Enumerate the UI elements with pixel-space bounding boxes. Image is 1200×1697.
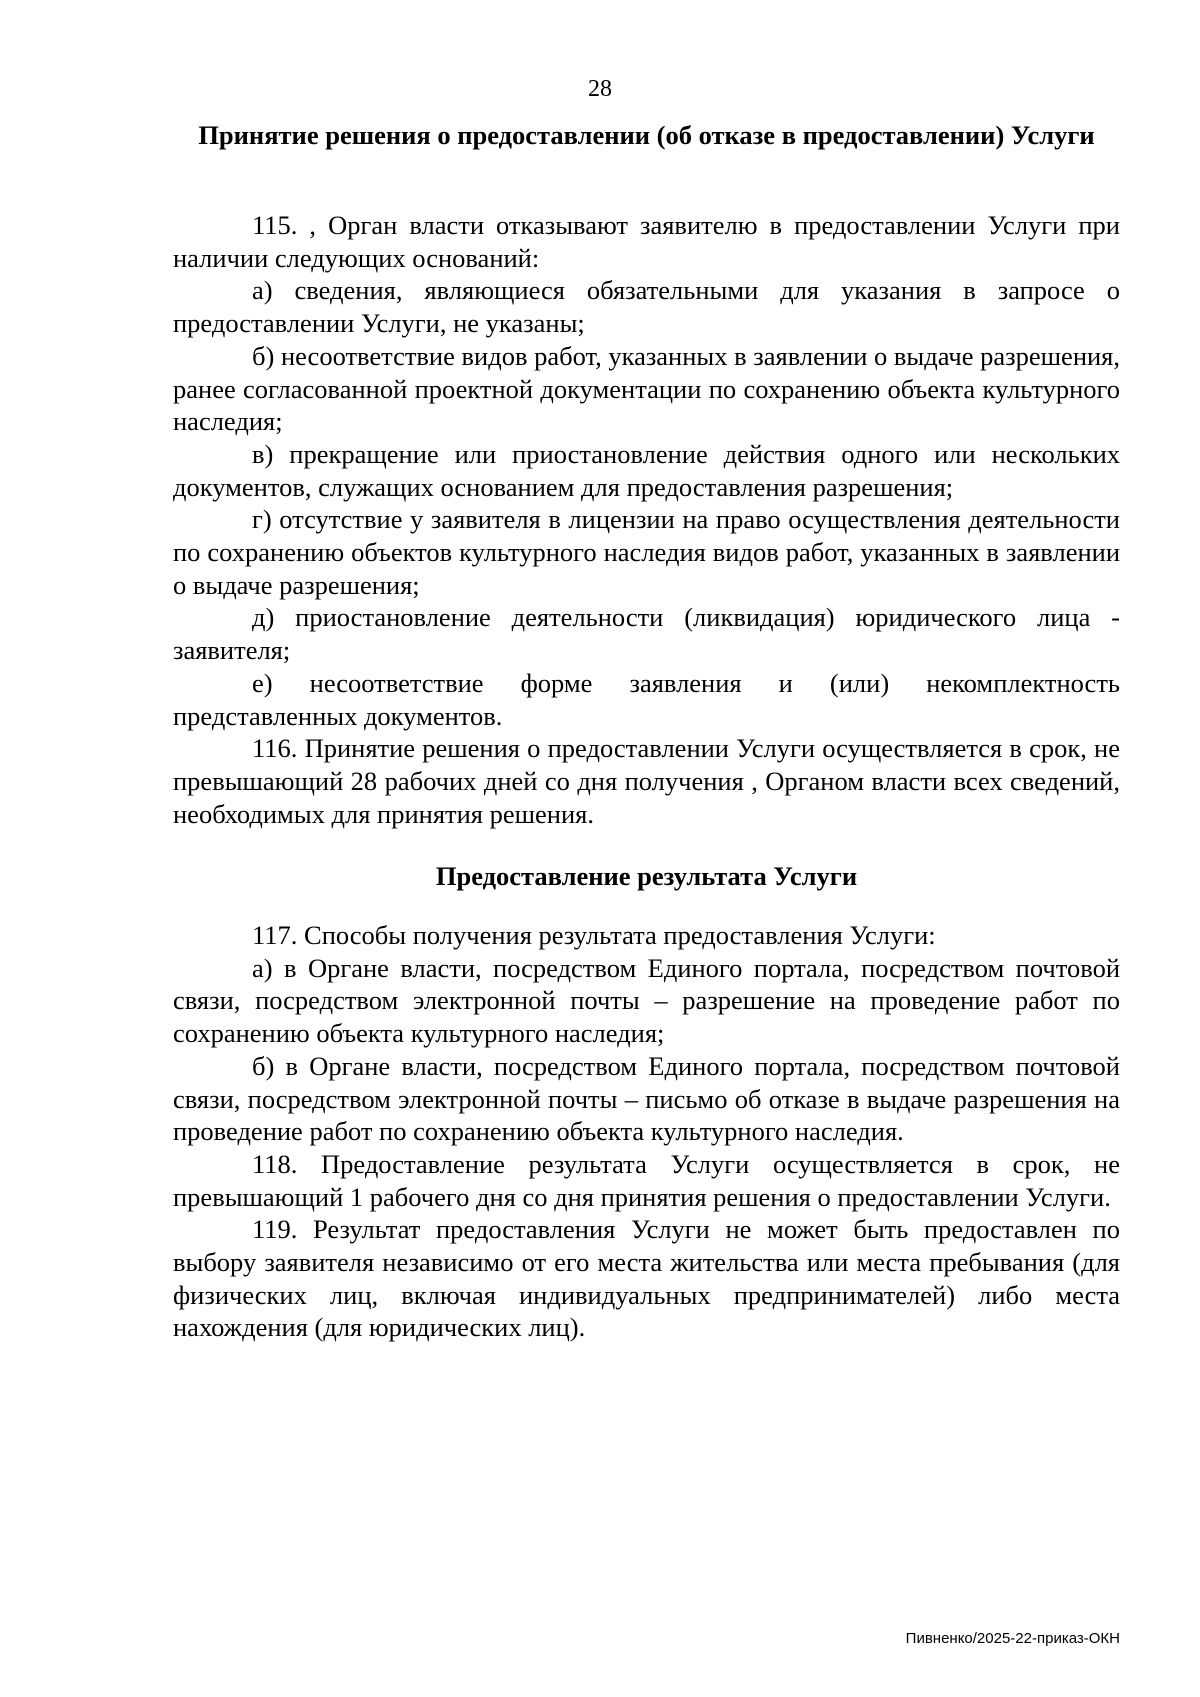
paragraph-115-v: в) прекращение или приостановление действия одного или нескольких документов, служащих основанием для предоставления разрешения; bbox=[173, 438, 1120, 502]
paragraph-115-b: б) несоответствие видов работ, указанных в заявлении о выдаче разрешения, ранее согласованной проектной документации по сохранению объекта культурного наследия; bbox=[173, 340, 1120, 437]
page-number: 28 bbox=[588, 76, 612, 102]
section-title: Предоставление результата Услуги bbox=[435, 861, 858, 891]
section-title: Принятие решения о предоставлении (об отказе в предоставлении) Услуги bbox=[198, 120, 1095, 150]
paragraph-117-b: б) в Органе власти, посредством Единого портала, посредством почтовой связи, посредством электронной почты – письмо об отказе в выдаче разрешения на проведение работ по сохранению объекта культурного наследия. bbox=[173, 1050, 1120, 1147]
paragraph-118: 118. Предоставление результата Услуги осуществляется в срок, не превышающий 1 рабочего дня со дня принятия решения о предоставлении Услуги. bbox=[173, 1148, 1120, 1212]
paragraph-115-d: д) приостановление деятельности (ликвидация) юридического лица - заявителя; bbox=[173, 602, 1120, 666]
paragraph-117: 117. Способы получения результата предоставления Услуги: bbox=[252, 920, 936, 950]
paragraph-115-a: а) сведения, являющиеся обязательными для указания в запросе о предоставлении Услуги, не указаны; bbox=[173, 275, 1120, 339]
section-body bbox=[173, 919, 1120, 1344]
paragraph-116: 116. Принятие решения о предоставлении Услуги осуществляется в срок, не превышающий 28 рабочих дней со дня получения , Органом власти всех сведений, необходимых для принятия решения. bbox=[173, 733, 1120, 829]
paragraph-117-a: а) в Органе власти, посредством Единого портала, посредством почтовой связи, посредством электронной почты – разрешение на проведение работ по сохранению объекта культурного наследия; bbox=[173, 952, 1120, 1049]
paragraph-119: 119. Результат предоставления Услуги не может быть предоставлен по выбору заявителя независимо от его места жительства или места пребывания (для физических лиц, включая индивидуальных предпринимателей) либо места нахождения (для юридических лиц). bbox=[173, 1214, 1120, 1343]
paragraph-115-e: е) несоответствие форме заявления и (или) некомплектность представленных документов. bbox=[173, 667, 1120, 731]
paragraph-115: 115. , Орган власти отказывают заявителю в предоставлении Услуги при наличии следующих оснований: bbox=[173, 210, 1120, 273]
footer-document-code: Пивненко/2025-22-приказ-ОКН bbox=[905, 1630, 1120, 1647]
section-body bbox=[173, 209, 1120, 830]
paragraph-115-g: г) отсутствие у заявителя в лицензии на право осуществления деятельности по сохранению объектов культурного наследия видов работ, указанных в заявлении о выдаче разрешения; bbox=[173, 504, 1120, 600]
